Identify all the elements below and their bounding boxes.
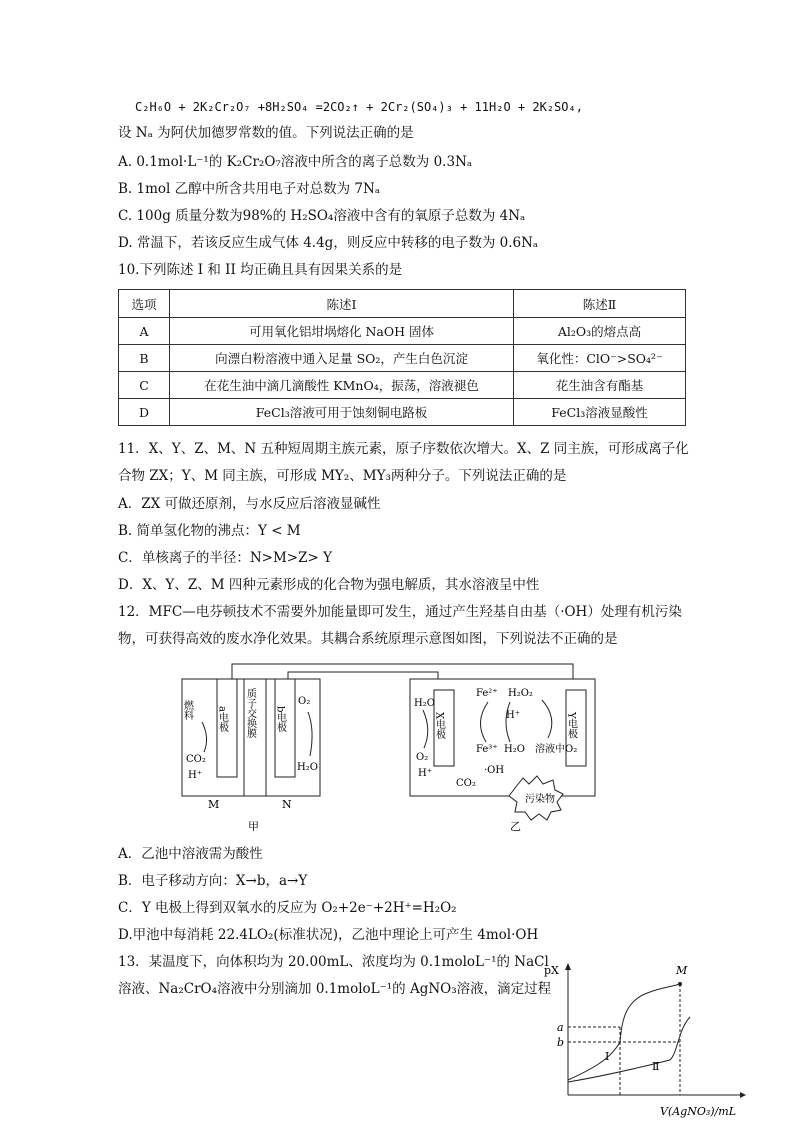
y-electrode-label: Y电极	[565, 712, 577, 739]
q10-stem: 10.下列陈述 I 和 II 均正确且具有因果关系的是	[118, 262, 403, 278]
curve-ii-label: Ⅱ	[652, 1060, 660, 1073]
jia-label: 甲	[248, 820, 259, 833]
yi-label: 乙	[510, 820, 521, 833]
header-statement-2: 陈述Ⅱ	[514, 290, 686, 318]
left-o2-label: O₂	[298, 696, 311, 707]
q13-stem-line1: 13．某温度下，向体积均为 20.00mL、浓度均为 0.1moloL⁻¹的 NaCl	[118, 954, 549, 970]
q12-stem-line1: 12．MFC—电芬顿技术不需要外加能量即可发生，通过产生羟基自由基（·OH）处理有机污染	[118, 604, 682, 620]
mfc-fenton-diagram	[170, 660, 620, 840]
left-h2o-label: H₂O	[297, 762, 318, 773]
table-cell: C	[119, 372, 170, 399]
q9-option-d: D. 常温下，若该反应生成气体 4.4g，则反应中转移的电子数为 0.6Nₐ	[118, 235, 539, 251]
q9-option-c: C. 100g 质量分数为98%的 H₂SO₄溶液中含有的氧原子总数为 4Nₐ	[118, 208, 526, 224]
curve-ii	[568, 1017, 690, 1082]
q9-stem: 设 Nₐ 为阿伏加德罗常数的值。下列说法正确的是	[118, 125, 414, 141]
x-axis-label: V(AgNO₃)/mL	[660, 1105, 737, 1118]
q11-option-c: C．单核离子的半径：N>M>Z> Y	[118, 550, 332, 566]
b-tick-label: b	[557, 1036, 565, 1049]
n-label: N	[282, 798, 292, 811]
arrow	[542, 700, 552, 738]
h2o2-label: H₂O₂	[508, 688, 533, 699]
q11-option-d: D．X、Y、Z、M 四种元素形成的化合物为强电解质，其水溶液呈中性	[118, 577, 540, 593]
oh-label: ·OH	[484, 765, 505, 776]
right-hplus-label: H⁺	[418, 768, 432, 779]
b-electrode-label: b电极	[274, 706, 286, 733]
curve-i	[568, 984, 680, 1080]
table-cell: 向漂白粉溶液中通入足量 SO₂，产生白色沉淀	[170, 345, 514, 372]
q12-option-a: A．乙池中溶液需为酸性	[118, 846, 263, 862]
header-statement-1: 陈述Ⅰ	[170, 290, 514, 318]
titration-graph	[540, 960, 755, 1120]
m-label: M	[208, 798, 220, 811]
header-option: 选项	[119, 290, 170, 318]
membrane-label: 质子交换膜	[244, 688, 256, 738]
left-hplus-label: H⁺	[188, 770, 202, 781]
table-row	[119, 345, 686, 372]
q12-option-c: C．Y 电极上得到双氧水的反应为 O₂+2e⁻+2H⁺=H₂O₂	[118, 900, 457, 916]
reaction-equation: C₂H₆O + 2K₂Cr₂O₇ +8H₂SO₄ =2CO₂↑ + 2Cr₂(SO₄)₃ + 11H₂O + 2K₂SO₄,	[135, 100, 583, 114]
table-cell: B	[119, 345, 170, 372]
a-tick-label: a	[557, 1021, 564, 1034]
dissolved-o2-label: 溶液中O₂	[535, 744, 578, 755]
arrow	[202, 722, 207, 752]
curve-i-label: Ⅰ	[605, 1050, 610, 1063]
q13-stem-line2: 溶液、Na₂CrO₄溶液中分别滴加 0.1moloL⁻¹的 AgNO₃溶液，滴定过程	[118, 981, 552, 997]
table-cell: FeCl₃溶液显酸性	[514, 399, 686, 426]
table-cell: A	[119, 318, 170, 345]
table-cell: Al₂O₃的熔点高	[514, 318, 686, 345]
table-cell: FeCl₃溶液可用于蚀刻铜电路板	[170, 399, 514, 426]
table-row	[119, 399, 686, 426]
table-row	[119, 372, 686, 399]
fuel-label: 燃料	[181, 700, 193, 720]
point-m	[678, 982, 682, 986]
fe3-label: Fe³⁺	[476, 744, 498, 755]
fe2-label: Fe²⁺	[476, 688, 498, 699]
table-cell: 花生油含有酯基	[514, 372, 686, 399]
q11-option-b: B. 简单氢化物的沸点：Y < M	[118, 523, 301, 539]
x-electrode-label: X电极	[433, 712, 445, 740]
right-o2-label: O₂	[416, 752, 429, 763]
arrow	[480, 702, 488, 742]
table-row	[119, 318, 686, 345]
q12-option-d: D.甲池中每消耗 22.4LO₂(标准状况)，乙池中理论上可产生 4mol·OH	[118, 927, 539, 943]
table-header-row	[119, 290, 686, 318]
table-cell: D	[119, 399, 170, 426]
table-cell: 可用氧化铝坩埚熔化 NaOH 固体	[170, 318, 514, 345]
q9-option-b: B. 1mol 乙醇中所含共用电子对总数为 7Nₐ	[118, 181, 381, 197]
q9-option-a: A. 0.1mol·L⁻¹的 K₂Cr₂O₇溶液中所含的离子总数为 0.3Nₐ	[118, 154, 473, 170]
a-electrode-label: a电极	[216, 706, 228, 732]
right-h2o-label: H₂O	[414, 698, 435, 709]
point-m-label: M	[676, 964, 688, 977]
q11-option-a: A．ZX 可做还原剂，与水反应后溶液显碱性	[118, 496, 381, 512]
right-co2-label: CO₂	[456, 778, 476, 789]
mid-h2o-label: H₂O	[504, 744, 525, 755]
q11-stem-line1: 11．X、Y、Z、M、N 五种短周期主族元素，原子序数依次增大。X、Z 同主族，可形成离子化	[118, 441, 689, 457]
arrow	[423, 710, 428, 748]
hplus-yi-label: H⁺	[506, 710, 520, 721]
q12-option-b: B．电子移动方向：X→b，a→Y	[118, 873, 308, 889]
y-axis-label: pX	[544, 964, 559, 977]
pollutant-label: 污染物	[525, 794, 555, 805]
left-co2-label: CO₂	[186, 754, 206, 765]
table-cell: 氧化性：ClO⁻>SO₄²⁻	[514, 345, 686, 372]
table-cell: 在花生油中滴几滴酸性 KMnO₄，振荡，溶液褪色	[170, 372, 514, 399]
arrow	[308, 712, 312, 756]
q12-stem-line2: 物，可获得高效的废水净化效果。其耦合系统原理示意图如图，下列说法不正确的是	[118, 631, 618, 647]
arrow	[506, 702, 510, 742]
q11-stem-line2: 合物 ZX；Y、M 同主族，可形成 MY₂、MY₃两种分子。下列说法正确的是	[118, 468, 567, 484]
q10-table	[118, 289, 686, 426]
